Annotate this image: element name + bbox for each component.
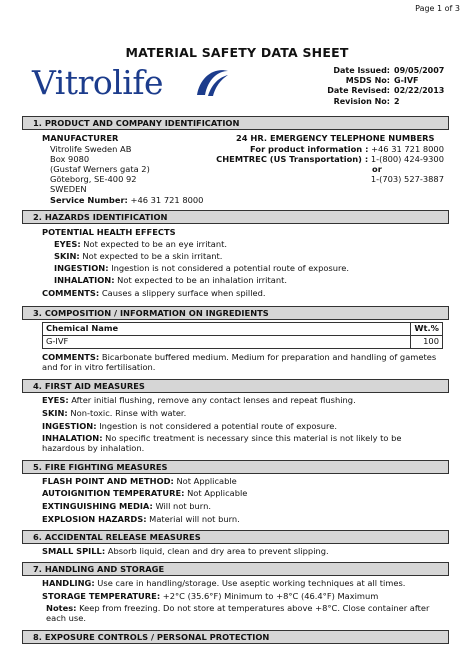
section-7-header (22, 562, 449, 576)
or-label: or (372, 164, 382, 174)
meta-label: Revision No: (333, 96, 390, 106)
first-aid-inhalation (42, 434, 447, 454)
hazard-inhalation (54, 276, 287, 286)
section-title: 4. FIRST AID MEASURES (22, 379, 449, 393)
service-label: Service Number: (50, 195, 128, 205)
column-header-chemical-name: Chemical Name (43, 323, 411, 336)
section-title: 5. FIRE FIGHTING MEASURES (22, 460, 449, 474)
field-value: Not Applicable (187, 488, 248, 498)
column-header-weight: Wt.% (411, 323, 443, 336)
flash-point (42, 477, 237, 487)
field-value: Will not burn. (155, 501, 211, 511)
field-value: Not Applicable (176, 476, 237, 486)
swoosh-icon (194, 65, 230, 101)
autoignition-temperature (42, 489, 247, 499)
field-value: No specific treatment is necessary since this material is not likely to be hazardous by inhalation. (42, 433, 402, 453)
field-label: Notes: (46, 603, 77, 613)
emergency-title: 24 HR. EMERGENCY TELEPHONE NUMBERS (236, 133, 435, 143)
field-label: FLASH POINT AND METHOD: (42, 476, 174, 486)
section-3-header (22, 306, 449, 320)
field-value: Ingestion is not considered a potential route of exposure. (99, 421, 337, 431)
storage-notes (46, 604, 446, 624)
vitrolife-logo (32, 63, 163, 103)
meta-value: 2 (394, 96, 400, 106)
section-4-header (22, 379, 449, 393)
field-label: EXPLOSION HAZARDS: (42, 514, 147, 524)
field-value: Not expected to be a skin irritant. (82, 251, 223, 261)
section-title: 2. HAZARDS IDENTIFICATION (22, 210, 449, 224)
document-meta (318, 66, 444, 107)
field-label: STORAGE TEMPERATURE: (42, 591, 161, 601)
handling (42, 579, 405, 589)
field-value: Non-toxic. Rinse with water. (70, 408, 187, 418)
field-value: Not expected to be an eye irritant. (83, 239, 228, 249)
address-line: Box 9080 (50, 154, 90, 164)
field-label: EXTINGUISHING MEDIA: (42, 501, 153, 511)
section-title: 7. HANDLING AND STORAGE (22, 562, 449, 576)
field-value: Not expected to be an inhalation irritant. (117, 275, 287, 285)
field-label: SKIN: (54, 251, 80, 261)
field-label: EYES: (54, 239, 81, 249)
first-aid-skin (42, 409, 186, 419)
table-row (43, 336, 443, 349)
storage-temperature (42, 592, 378, 602)
field-value: Causes a slippery surface when spilled. (101, 288, 266, 298)
hazard-ingestion (54, 264, 349, 274)
section-6-header (22, 530, 449, 544)
field-label: COMMENTS: (42, 288, 100, 298)
hazard-skin (54, 252, 222, 262)
field-label: HANDLING: (42, 578, 95, 588)
meta-msds-no (318, 76, 444, 86)
field-value: Use care in handling/storage. Use aseptic working techniques at all times. (97, 578, 406, 588)
chemtrec-phone (216, 155, 444, 165)
field-label: INGESTION: (54, 263, 109, 273)
field-value: Ingestion is not considered a potential route of exposure. (111, 263, 349, 273)
field-value: After initial flushing, remove any contact lenses and repeat flushing. (71, 395, 356, 405)
address-line: Vitrolife Sweden AB (50, 144, 132, 154)
health-effects-title: POTENTIAL HEALTH EFFECTS (42, 227, 176, 237)
first-aid-ingestion (42, 422, 337, 432)
field-label: INGESTION: (42, 421, 97, 431)
section-title: 8. EXPOSURE CONTROLS / PERSONAL PROTECTION (22, 630, 449, 644)
field-value: +2°C (35.6°F) Minimum to +8°C (46.4°F) Maximum (162, 591, 379, 601)
hazard-comments (42, 289, 266, 299)
weight-cell: 100 (411, 336, 443, 349)
composition-comments (42, 353, 447, 373)
meta-value: G-IVF (394, 76, 419, 86)
field-label: INHALATION: (42, 433, 103, 443)
address-line: Göteborg, SE-400 92 (50, 174, 137, 184)
section-8-header (22, 630, 449, 644)
chemical-name-cell: G-IVF (43, 336, 411, 349)
manufacturer-label: MANUFACTURER (42, 133, 119, 143)
alt-phone: 1-(703) 527-3887 (370, 174, 444, 184)
meta-value: 02/22/2013 (394, 86, 445, 96)
meta-date-revised (318, 86, 444, 96)
meta-value: 09/05/2007 (394, 66, 445, 75)
section-5-header (22, 460, 449, 474)
explosion-hazards (42, 515, 240, 525)
document-title: MATERIAL SAFETY DATA SHEET (125, 45, 349, 60)
product-info-value: +46 31 721 8000 (371, 144, 444, 154)
field-label: SMALL SPILL: (42, 546, 106, 556)
first-aid-eyes (42, 396, 356, 406)
field-label: EYES: (42, 395, 69, 405)
field-label: INHALATION: (54, 275, 115, 285)
service-number (50, 196, 203, 206)
field-label: SKIN: (42, 408, 68, 418)
section-title: 6. ACCIDENTAL RELEASE MEASURES (22, 530, 449, 544)
page-number: Page 1 of 3 (415, 4, 460, 13)
small-spill (42, 547, 329, 557)
logo-text: Vitrolife (32, 63, 164, 102)
ingredients-table (42, 322, 443, 349)
hazard-eyes (54, 240, 227, 250)
field-label: AUTOIGNITION TEMPERATURE: (42, 488, 185, 498)
extinguishing-media (42, 502, 211, 512)
meta-label: Date Revised: (327, 86, 390, 96)
chemtrec-value: 1-(800) 424-9300 (370, 154, 444, 164)
section-title: 3. COMPOSITION / INFORMATION ON INGREDIENTS (22, 306, 449, 320)
field-value: Material will not burn. (149, 514, 240, 524)
meta-date-issued (318, 66, 444, 76)
address-line: SWEDEN (50, 184, 87, 194)
address-line: (Gustaf Werners gata 2) (50, 164, 150, 174)
product-info-label: For product information : (250, 144, 369, 154)
service-value: +46 31 721 8000 (130, 195, 204, 205)
table-header-row (43, 323, 443, 336)
field-value: Bicarbonate buffered medium. Medium for preparation and handling of gametes and for in vitro fertilisation. (42, 352, 437, 372)
meta-label: MSDS No: (345, 76, 390, 86)
section-2-header (22, 210, 449, 224)
meta-label: Date Issued: (333, 66, 390, 75)
field-value: Keep from freezing. Do not store at temperatures above +8°C. Close container after each use. (46, 603, 430, 623)
field-value: Absorb liquid, clean and dry area to prevent slipping. (107, 546, 329, 556)
field-label: COMMENTS: (42, 352, 100, 362)
chemtrec-label: CHEMTREC (US Transportation) : (216, 154, 369, 164)
section-1-header (22, 116, 449, 130)
meta-revision-no (318, 97, 444, 107)
section-title: 1. PRODUCT AND COMPANY IDENTIFICATION (22, 116, 449, 130)
